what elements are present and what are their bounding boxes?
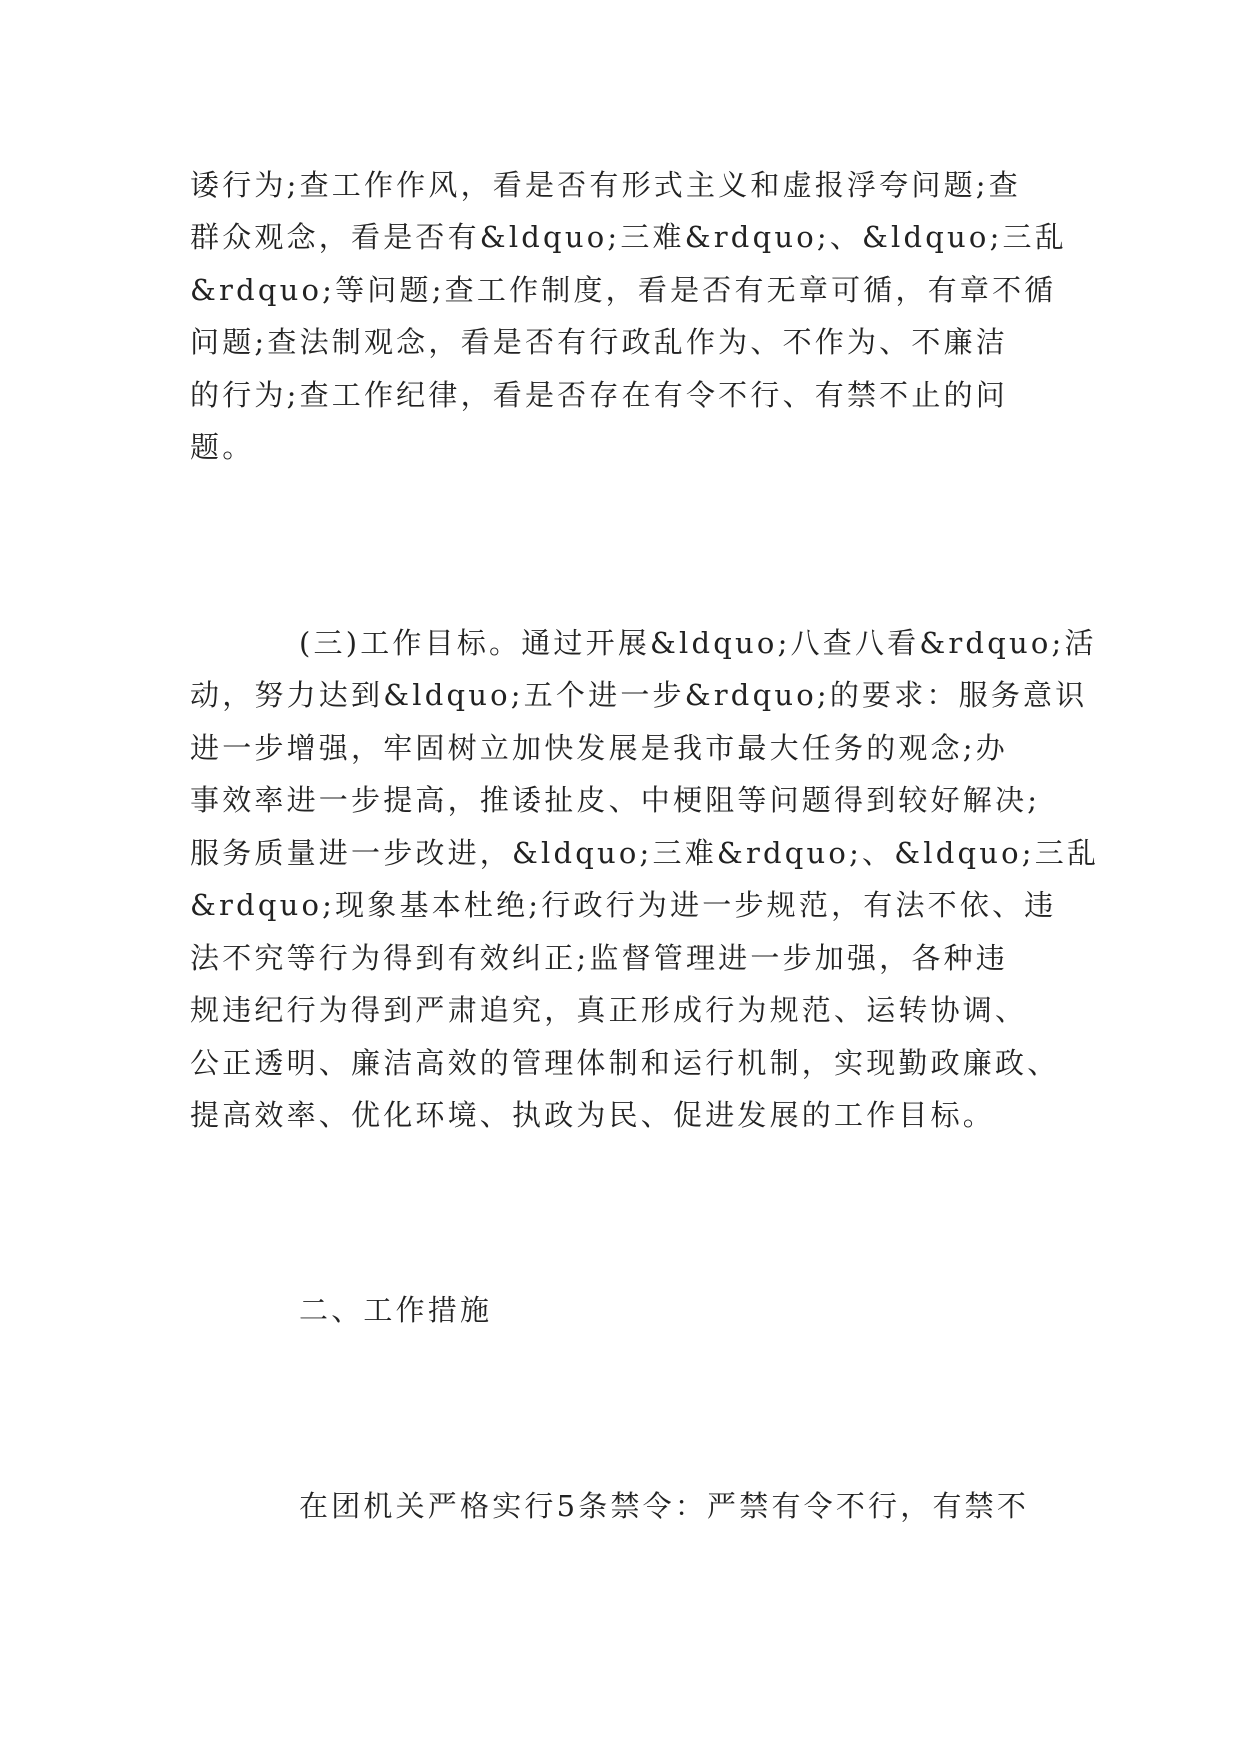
paragraph-2-line-2: 动，努力达到&ldquo;五个进一步&rdquo;的要求：服务意识 [190,678,1088,712]
section-heading: 二、工作措施 [299,1293,493,1327]
paragraph-2-line-3: 进一步增强，牢固树立加快发展是我市最大任务的观念;办 [190,731,1008,765]
paragraph-1-line-2: 群众观念，看是否有&ldquo;三难&rdquo;、&ldquo;三乱 [190,220,1067,254]
paragraph-2-line-5: 服务质量进一步改进，&ldquo;三难&rdquo;、&ldquo;三乱 [190,836,1100,870]
paragraph-2-line-8: 规违纪行为得到严肃追究，真正形成行为规范、运转协调、 [190,993,1028,1027]
paragraph-4-line-1: 在团机关严格实行5条禁令：严禁有令不行，有禁不 [299,1489,1030,1523]
paragraph-2-line-4: 事效率进一步提高，推诿扯皮、中梗阻等问题得到较好解决; [190,783,1041,817]
paragraph-2-line-9: 公正透明、廉洁高效的管理体制和运行机制，实现勤政廉政、 [190,1046,1060,1080]
paragraph-1-line-3: &rdquo;等问题;查工作制度，看是否有无章可循，有章不循 [190,273,1057,307]
paragraph-2-line-1: (三)工作目标。通过开展&ldquo;八查八看&rdquo;活 [299,626,1097,660]
paragraph-2-line-6: &rdquo;现象基本杜绝;行政行为进一步规范，有法不依、违 [190,888,1057,922]
paragraph-2-line-10: 提高效率、优化环境、执政为民、促进发展的工作目标。 [190,1098,996,1132]
paragraph-1-line-4: 问题;查法制观念，看是否有行政乱作为、不作为、不廉洁 [190,325,1008,359]
paragraph-2-line-7: 法不究等行为得到有效纠正;监督管理进一步加强，各种违 [190,941,1008,975]
paragraph-1-line-5: 的行为;查工作纪律，看是否存在有令不行、有禁不止的问 [190,378,1008,412]
paragraph-1-line-6: 题。 [190,430,255,464]
paragraph-1-line-1: 诿行为;查工作作风，看是否有形式主义和虚报浮夸问题;查 [190,168,1021,202]
